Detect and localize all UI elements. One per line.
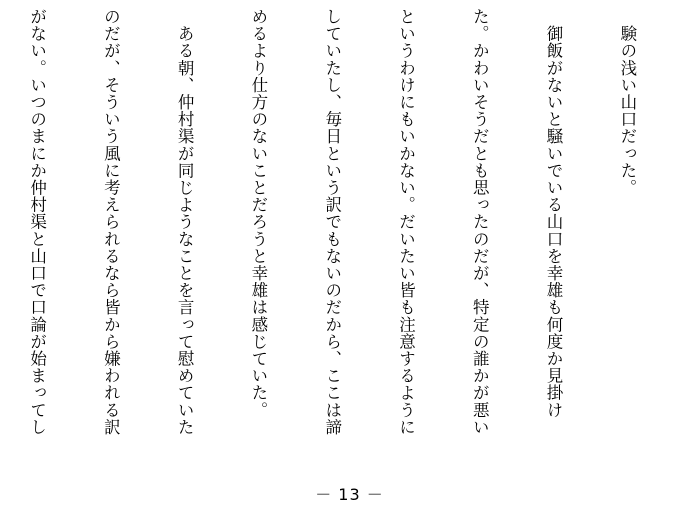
text-column-8: のだが、そういう風に考えられるなら皆から嫌われる訳 (101, 8, 121, 436)
text-column-7: ある朝、仲村渠が同じようなことを言って慰めていた (175, 8, 195, 436)
text-column-6: めるより仕方のないことだろうと幸雄は感じていた。 (248, 8, 268, 419)
text-column-2: 御飯がないと騒いでいる山口を幸雄も何度か見掛け (544, 8, 564, 419)
page-number: － 13 － (315, 485, 384, 504)
text-column-5: していたし、毎日という訳でもないのだから、ここは諦 (322, 8, 342, 436)
vertical-text-body (0, 8, 688, 470)
text-column-1: 験の浅い山口だった。 (617, 8, 637, 197)
text-column-3: た。かわいそうだとも思ったのだが、特定の誰かが悪い (470, 8, 490, 436)
text-column-4: というわけにもいかない。だいたい皆も注意するように (396, 8, 416, 436)
text-column-9: がない。いつのまにか仲村渠と山口で口論が始まってし (27, 8, 47, 436)
